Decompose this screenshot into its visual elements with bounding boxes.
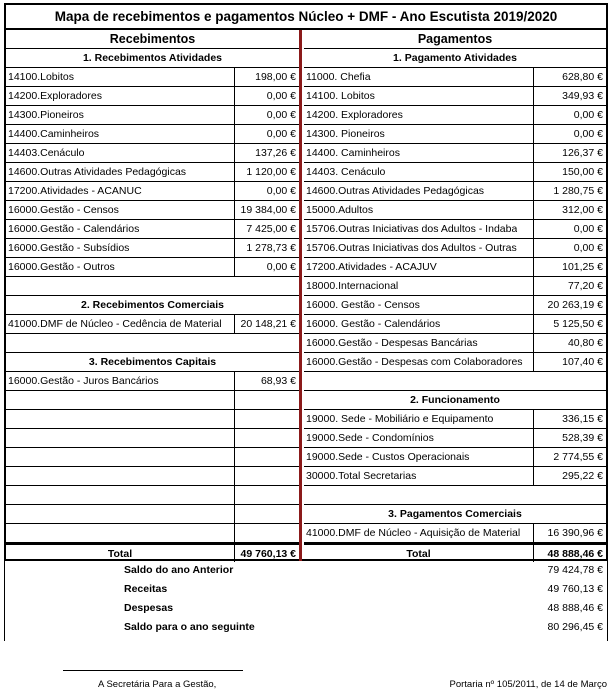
payments-header: Pagamentos xyxy=(304,30,606,49)
row-label: 41000.DMF de Núcleo - Cedência de Material xyxy=(8,318,222,330)
row-value: 0,00 € xyxy=(234,258,299,276)
row-value: 336,15 € xyxy=(533,410,606,428)
payment-row xyxy=(304,448,606,467)
row-label: 41000.DMF de Núcleo - Aquisição de Material xyxy=(306,527,521,539)
row-value xyxy=(234,429,299,447)
row-value: 198,00 € xyxy=(234,68,299,86)
row-value xyxy=(234,524,299,542)
receipt-row xyxy=(6,125,299,144)
row-label: 15706.Outras Iniciativas dos Adultos - Outras xyxy=(306,242,517,254)
row-label: 14100.Lobitos xyxy=(8,71,74,83)
row-value xyxy=(234,391,299,409)
receipts-total-row xyxy=(6,543,299,562)
receipts-header: Recebimentos xyxy=(6,30,299,49)
row-value: 107,40 € xyxy=(533,353,606,371)
receipts-commercial-title: 2. Recebimentos Comerciais xyxy=(6,296,299,315)
portaria-reference: Portaria nº 105/2011, de 14 de Março xyxy=(449,679,607,690)
row-label: 14600.Outras Atividades Pedagógicas xyxy=(8,166,187,178)
row-value xyxy=(234,410,299,428)
row-label: 16000. Gestão - Censos xyxy=(306,299,420,311)
payment-row xyxy=(304,334,606,353)
empty-row xyxy=(6,391,299,410)
row-value: 48 888,46 € xyxy=(533,545,606,562)
row-label: Total xyxy=(406,548,431,560)
receipt-row xyxy=(6,315,299,334)
row-label: 14200. Exploradores xyxy=(306,109,403,121)
row-value: 68,93 € xyxy=(234,372,299,390)
signature-line xyxy=(63,670,243,671)
row-value: 0,00 € xyxy=(533,106,606,124)
report-frame xyxy=(4,3,608,561)
payment-row xyxy=(304,258,606,277)
payments-commercial-title: 3. Pagamentos Comerciais xyxy=(304,505,606,524)
empty-row xyxy=(6,505,299,524)
payments-operations-title: 2. Funcionamento xyxy=(304,391,606,410)
payment-row xyxy=(304,68,606,87)
row-label: 19000.Sede - Condomínios xyxy=(306,432,434,444)
row-label: 14400.Caminheiros xyxy=(8,128,100,140)
payment-row xyxy=(304,429,606,448)
row-value xyxy=(234,467,299,485)
row-value: 40,80 € xyxy=(533,334,606,352)
row-label: 15706.Outras Iniciativas dos Adultos - Indaba xyxy=(306,223,518,235)
row-value: 49 760,13 € xyxy=(234,545,299,562)
empty-row xyxy=(6,277,299,296)
row-label: 14300. Pioneiros xyxy=(306,128,385,140)
receipts-activities-title: 1. Recebimentos Atividades xyxy=(6,49,299,68)
row-value: 628,80 € xyxy=(533,68,606,86)
summary-label: Despesas xyxy=(124,602,174,614)
empty-row xyxy=(6,524,299,543)
row-label: 14403.Cenáculo xyxy=(8,147,85,159)
row-value: 0,00 € xyxy=(234,125,299,143)
row-label: 14100. Lobitos xyxy=(306,90,375,102)
row-value: 77,20 € xyxy=(533,277,606,295)
row-label: 17200.Atividades - ACAJUV xyxy=(306,261,437,273)
empty-row xyxy=(6,486,299,505)
row-value: 0,00 € xyxy=(234,182,299,200)
receipt-row xyxy=(6,372,299,391)
row-value: 137,26 € xyxy=(234,144,299,162)
payment-row xyxy=(304,106,606,125)
row-value: 101,25 € xyxy=(533,258,606,276)
payment-row xyxy=(304,87,606,106)
row-label: 16000.Gestão - Despesas com Colaboradores xyxy=(306,356,523,368)
row-value: 7 425,00 € xyxy=(234,220,299,238)
empty-row xyxy=(6,429,299,448)
row-value: 150,00 € xyxy=(533,163,606,181)
summary-row xyxy=(5,599,607,618)
row-label: 11000. Chefia xyxy=(306,71,371,83)
empty-row xyxy=(304,372,606,391)
summary-value: 79 424,78 € xyxy=(547,564,603,576)
payment-row xyxy=(304,524,606,543)
summary-value: 80 296,45 € xyxy=(547,621,603,633)
empty-row xyxy=(6,334,299,353)
row-value xyxy=(234,505,299,523)
row-label: 18000.Internacional xyxy=(306,280,399,292)
receipt-row xyxy=(6,220,299,239)
row-value: 19 384,00 € xyxy=(234,201,299,219)
row-value xyxy=(234,448,299,466)
payment-row xyxy=(304,467,606,486)
receipt-row xyxy=(6,144,299,163)
receipt-row xyxy=(6,258,299,277)
row-value: 0,00 € xyxy=(533,239,606,257)
row-value: 16 390,96 € xyxy=(533,524,606,542)
row-value: 1 120,00 € xyxy=(234,163,299,181)
payment-row xyxy=(304,125,606,144)
row-value: 528,39 € xyxy=(533,429,606,447)
empty-row xyxy=(6,448,299,467)
report-title: Mapa de recebimentos e pagamentos Núcleo + DMF - Ano Escutista 2019/2020 xyxy=(54,9,558,24)
row-label: 14300.Pioneiros xyxy=(8,109,84,121)
row-value: 0,00 € xyxy=(234,87,299,105)
row-value: 349,93 € xyxy=(533,87,606,105)
row-value: 1 278,73 € xyxy=(234,239,299,257)
row-label: 16000.Gestão - Despesas Bancárias xyxy=(306,337,478,349)
row-value: 20 148,21 € xyxy=(234,315,299,333)
receipt-row xyxy=(6,201,299,220)
payment-row xyxy=(304,182,606,201)
row-label: 14200.Exploradores xyxy=(8,90,102,102)
row-value: 1 280,75 € xyxy=(533,182,606,200)
row-value: 126,37 € xyxy=(533,144,606,162)
row-label: 14403. Cenáculo xyxy=(306,166,386,178)
summary-row xyxy=(5,561,607,580)
row-label: 14600.Outras Atividades Pedagógicas xyxy=(306,185,485,197)
row-label: 14400. Caminheiros xyxy=(306,147,400,159)
summary-row xyxy=(5,618,607,637)
row-value: 20 263,19 € xyxy=(533,296,606,314)
empty-row xyxy=(6,467,299,486)
row-label: 30000.Total Secretarias xyxy=(306,470,417,482)
row-value: 2 774,55 € xyxy=(533,448,606,466)
payments-total-row xyxy=(304,543,606,562)
row-label: 16000.Gestão - Subsídios xyxy=(8,242,130,254)
column-divider xyxy=(299,30,302,561)
row-label: 19000.Sede - Custos Operacionais xyxy=(306,451,470,463)
receipt-row xyxy=(6,68,299,87)
signature-caption: A Secretária Para a Gestão, xyxy=(98,679,217,690)
row-label: 19000. Sede - Mobiliário e Equipamento xyxy=(306,413,494,425)
summary-value: 49 760,13 € xyxy=(547,583,603,595)
row-value: 295,22 € xyxy=(533,467,606,485)
receipt-row xyxy=(6,182,299,201)
receipt-row xyxy=(6,87,299,106)
summary-label: Saldo para o ano seguinte xyxy=(124,621,255,633)
receipts-capital-title: 3. Recebimentos Capitais xyxy=(6,353,299,372)
payment-row xyxy=(304,201,606,220)
payment-row xyxy=(304,220,606,239)
receipt-row xyxy=(6,239,299,258)
summary-row xyxy=(5,580,607,599)
payment-row xyxy=(304,410,606,429)
receipt-row xyxy=(6,163,299,182)
row-label: 15000.Adultos xyxy=(306,204,374,216)
empty-row xyxy=(6,410,299,429)
payment-row xyxy=(304,315,606,334)
summary-label: Receitas xyxy=(124,583,168,595)
row-value xyxy=(234,486,299,504)
empty-row xyxy=(304,486,606,505)
row-label: 17200.Atividades - ACANUC xyxy=(8,185,142,197)
payments-activities-title: 1. Pagamento Atividades xyxy=(304,49,606,68)
payment-row xyxy=(304,144,606,163)
payment-row xyxy=(304,353,606,372)
balance-summary xyxy=(4,561,608,641)
row-label: 16000. Gestão - Calendários xyxy=(306,318,441,330)
row-value: 0,00 € xyxy=(533,125,606,143)
payment-row xyxy=(304,277,606,296)
row-value: 312,00 € xyxy=(533,201,606,219)
summary-value: 48 888,46 € xyxy=(547,602,603,614)
payment-row xyxy=(304,239,606,258)
row-label: 16000.Gestão - Outros xyxy=(8,261,115,273)
row-value: 0,00 € xyxy=(533,220,606,238)
payment-row xyxy=(304,163,606,182)
payment-row xyxy=(304,296,606,315)
row-label: 16000.Gestão - Censos xyxy=(8,204,119,216)
row-value: 5 125,50 € xyxy=(533,315,606,333)
row-value: 0,00 € xyxy=(234,106,299,124)
row-label: Total xyxy=(107,548,133,560)
summary-label: Saldo do ano Anterior xyxy=(124,564,234,576)
row-label: 16000.Gestão - Juros Bancários xyxy=(8,375,159,387)
receipt-row xyxy=(6,106,299,125)
row-label: 16000.Gestão - Calendários xyxy=(8,223,140,235)
